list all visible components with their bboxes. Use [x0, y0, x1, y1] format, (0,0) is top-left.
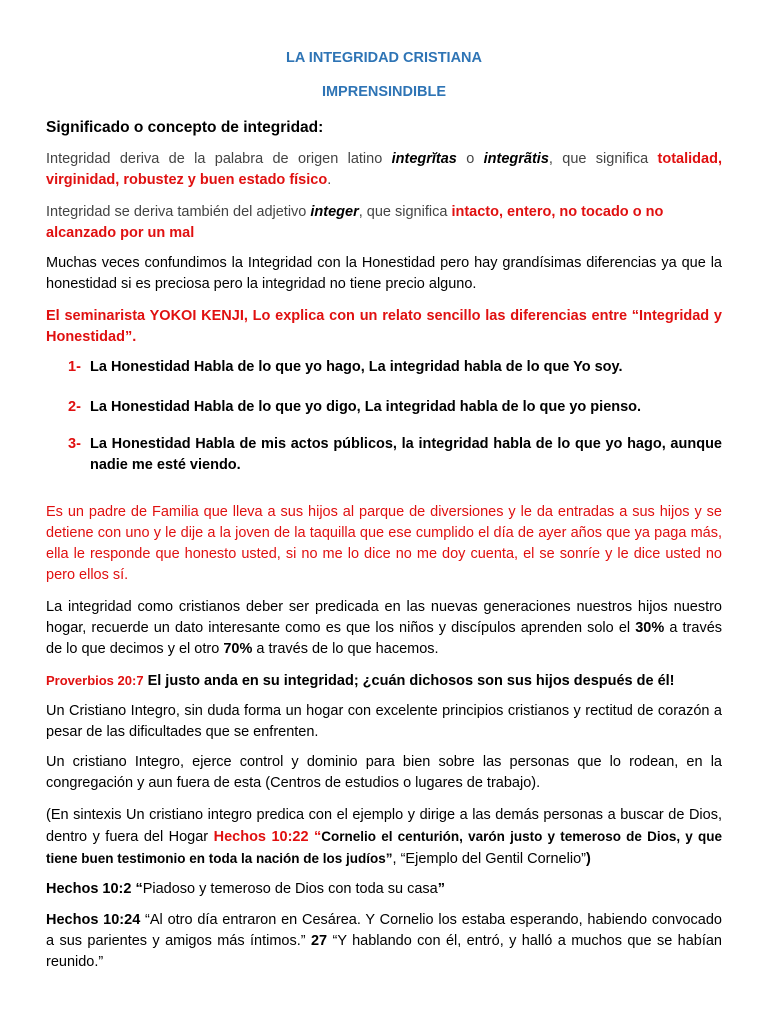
text-span: Integridad deriva de la palabra de origen latino: [46, 151, 392, 167]
paragraph-story: Es un padre de Familia que lleva a sus hijos al parque de diversiones y le da entradas a sus hijos y se detiene con uno y le dije a la joven de la taquilla que ese cumplido el día de ayer años que ya paga más, ella le responde que honesto usted, si no me lo dice no me doy cuenta, el se sonríe y le dice usted no pero ellos sí.: [46, 504, 722, 583]
text-span: ): [585, 851, 591, 867]
latin-term: integrãtis: [483, 151, 549, 167]
verse-text: Piadoso y temeroso de Dios con toda su casa: [142, 881, 438, 897]
highlight-meaning: intacto, entero, no tocado o no alcanzado por un mal: [46, 204, 664, 241]
text-span: , que significa: [548, 151, 658, 167]
paragraph-etymology-2: [46, 202, 722, 244]
text-span: a través de lo que decimos y el otro: [46, 620, 723, 657]
bible-reference: Hechos 10:2: [46, 881, 132, 897]
section-heading: Significado o concepto de integridad:: [46, 119, 324, 136]
list-text: La Honestidad Habla de lo que yo hago, La integridad habla de lo que Yo soy.: [90, 359, 623, 375]
text-span: .: [327, 172, 332, 188]
verse-number: 27: [310, 933, 328, 949]
highlight-meaning: totalidad, virginidad, robustez y buen estado físico: [46, 151, 722, 188]
quote-mark: “: [131, 881, 143, 897]
latin-term: integer: [310, 204, 359, 220]
list-number: 1-: [68, 359, 81, 375]
document-subtitle: IMPRENSINDIBLE: [321, 84, 447, 100]
bible-reference: Hechos 10:22: [213, 829, 309, 845]
paragraph-control: Un cristiano Integro, ejerce control y dominio para bien sobre las personas que lo rodean, en la congregación y aun fuera de esta (Centros de estudios o lugares de trabajo).: [46, 754, 722, 791]
list-number: 3-: [68, 436, 81, 452]
bible-reference: Proverbios 20:7: [46, 673, 144, 688]
paragraph-hogar: Un Cristiano Integro, sin duda forma un hogar con excelente principios cristianos y rectitud de corazón a pesar de las dificultades que se enfrenten.: [46, 703, 722, 740]
list-text: La Honestidad Habla de lo que yo digo, La integridad habla de lo que yo pienso.: [90, 399, 642, 415]
percent-value: 70%: [223, 641, 253, 657]
document-title: LA INTEGRIDAD CRISTIANA: [285, 50, 482, 66]
quote-mark: “: [308, 829, 322, 845]
text-span: , que significa: [358, 204, 452, 220]
quote-mark: ”: [437, 881, 445, 897]
text-span: , “Ejemplo del Gentil Cornelio”: [392, 851, 586, 867]
paragraph-generations: [46, 597, 722, 660]
paragraph-sintexis: [46, 805, 722, 870]
percent-value: 30%: [635, 620, 665, 636]
paragraph-proverbios: [46, 670, 722, 692]
text-span: La integridad como cristianos deber ser predicada en las nuevas generaciones nuestros hijos nuestro hogar, recuerde un dato interesante como es que los niños y discípulos aprenden solo el: [46, 599, 722, 636]
paragraph-hechos-10-24: [46, 910, 722, 973]
text-span: a través de lo que hacemos.: [252, 641, 439, 657]
text-span: Integridad se deriva también del adjetivo: [46, 204, 311, 220]
bible-reference: Hechos 10:24: [46, 912, 141, 928]
verse-text: El justo anda en su integridad; ¿cuán dichosos son sus hijos después de él!: [143, 673, 675, 689]
paragraph-yokoi: El seminarista YOKOI KENJI, Lo explica con un relato sencillo las diferencias entre “Integridad y Honestidad”.: [46, 308, 722, 345]
list-text: La Honestidad Habla de mis actos públicos, la integridad habla de lo que yo hago, aunque nadie me esté viendo.: [90, 436, 722, 473]
list-number: 2-: [68, 399, 81, 415]
text-span: (En sintexis Un cristiano integro predica con el ejemplo y dirige a las demás personas a buscar de Dios, dentro y fuera del Hogar: [46, 807, 722, 845]
latin-term: integrĭtas: [391, 151, 457, 167]
paragraph-hechos-10-2: [46, 879, 722, 900]
paragraph-honesty: Muchas veces confundimos la Integridad con la Honestidad pero hay grandísimas diferencias ya que la honestidad si es preciosa pero la integridad no tiene precio alguno.: [46, 255, 722, 292]
verse-text: “Y hablando con él, entró, y halló a muchos que se habían reunido.”: [46, 933, 722, 970]
verse-text: “Al otro día entraron en Cesárea. Y Cornelio los estaba esperando, habiendo convocado a sus parientes y amigos más íntimos.”: [46, 912, 722, 949]
text-span: o: [456, 151, 484, 167]
paragraph-etymology-1: [46, 149, 722, 191]
verse-text: Cornelio el centurión, varón justo y temeroso de Dios, y que tiene buen testimonio en toda la nación de los judíos”: [46, 829, 723, 866]
